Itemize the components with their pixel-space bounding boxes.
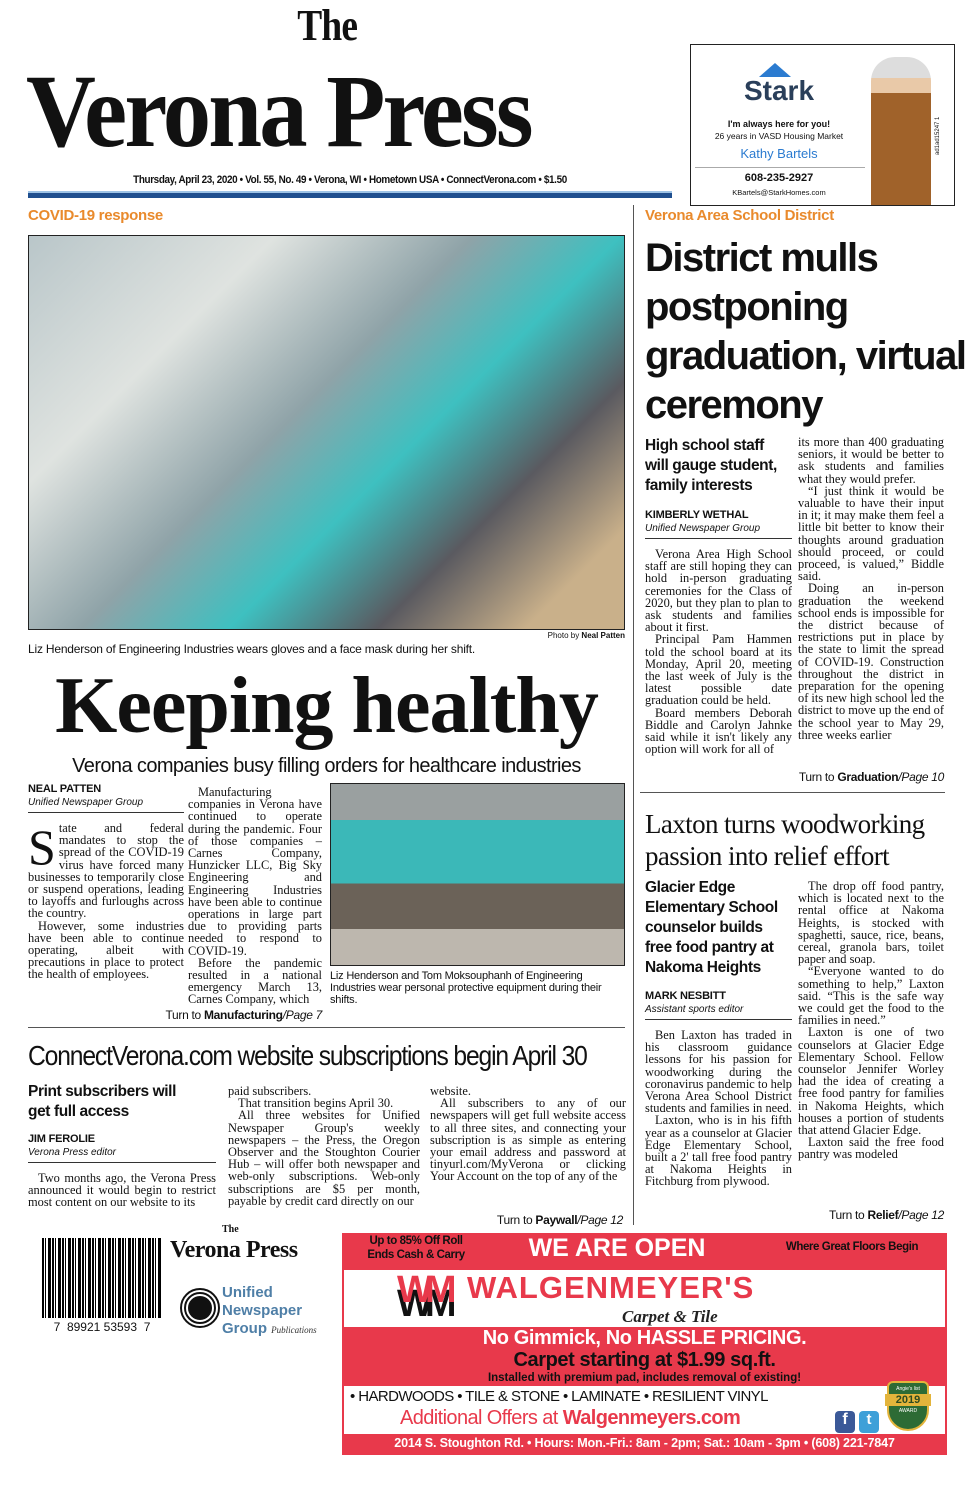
paragraph: Ben Laxton has traded in his classroom guidance lessons for his passion for woodworking during the coronavirus pandemic to help Verona Area School District students and families in need. [645,1028,792,1116]
drop-cap: S [28,819,56,875]
ad-line1: No Gimmick, No HASSLE PRICING. [482,1327,807,1349]
covid-col2 [188,786,322,1006]
byline-role: Assistant sports editor [645,1004,792,1020]
paragraph: Laxton, who is in his fifth year as a counselor at Glacier Edge Elementary School, built a 2' tall free food pantry at Nakoma Heights in Fitchburg from plywood. [645,1113,792,1189]
laxton-headline[interactable]: Laxton turns woodworking passion into relief effort [645,809,925,871]
paywall-col2 [228,1085,420,1207]
paragraph: Two months ago, the Verona Press announced it would begin to restrict most content on our website to its [28,1171,216,1210]
ad-left-promo: Up to 85% Off Roll Ends Cash & Carry [367,1235,465,1261]
ad-subline: 26 years in VASD Housing Market [714,131,844,141]
main-photo[interactable] [28,235,625,630]
paragraph: Laxton is one of two counselors at Glacier Edge Elementary School. Fellow counselor Jennifer Worley had the idea of creating a free food pantry for families in Nakoma Heights, which houses a portion of students that attend Glacier Edge. [798,1025,944,1138]
ad-right-promo: Where Great Floors Begin [785,1241,919,1253]
byline-name: MARK NESBITT [645,990,726,1002]
paragraph: “I just think it would be valuable to have their input in it; it may make them feel a little bit better to know their thoughts around graduation should proceed, or could proceed, is valued,” Biddle said. [798,483,944,584]
jump-link-manufacturing[interactable]: Turn to Manufacturing/Page 7 [165,1008,322,1022]
ad-address: 2014 S. Stoughton Rd. • Hours: Mon.-Fri.: 8am - 2pm; Sat.: 10am - 3pm • (608) 221-7847 [394,1436,895,1450]
walgenmeyers-ad[interactable] [342,1233,947,1455]
school-col2 [798,436,944,741]
facebook-icon[interactable]: f [835,1411,855,1433]
masthead-the: The [297,1,358,50]
second-photo-caption: Liz Henderson and Tom Moksouphanh of Engineering Industries wear personal protective equipment during their shifts. [330,970,602,1006]
paywall-deck: Print subscribers will get full access [28,1083,176,1120]
agent-photo [871,57,931,206]
ad-phone: 608-235-2927 [744,172,814,184]
award-badge: Angie's list 2019 AWARD [887,1381,929,1431]
paywall-col1 [28,1082,216,1209]
paragraph: All subscribers to any of our newspapers will get full website access to all three sites, and connecting your subscription is as simple as entering your email address and password at tinyurl.com/MyVerona or clicking Your Account on the top of any of the [430,1096,626,1184]
photo-credit [400,631,625,640]
ad-sub: Carpet & Tile [622,1307,718,1326]
second-photo[interactable] [330,783,625,966]
ung-logo-icon [182,1290,218,1326]
paragraph: All three websites for Unified Newspaper Group's weekly newspapers – the Press, the Oregon Observer and the Stoughton Courier Hub – will offer both newspaper and web-only subscriptions. Web-only subscriptions are $5 per month, payable by credit card directly on our [228,1108,420,1208]
paragraph: Manufacturing companies in Verona have continued to operate during the pandemic. Four of those companies – Carnes Company, Hunzicker LLC, Big Sky Engineering and Engineering Industries have been able to continue operations in large part due to providing parts needed to respond to COVID-19. [188,785,322,958]
byline-role: Unified Newspaper Group [28,797,184,813]
paragraph: Before the pandemic resulted in a national emergency March 13, Carnes Company, which [188,955,322,1007]
laxton-col2 [798,880,944,1161]
credit-name: Neal Patten [581,631,625,640]
divider [28,1027,625,1028]
barcode [42,1238,162,1318]
main-subhead: Verona companies busy filling orders for healthcare industries [72,755,581,777]
column-divider [633,205,634,1225]
credit-prefix: Photo by [547,631,582,640]
ad-line2: Carpet starting at $1.99 sq.ft. [513,1349,776,1371]
paragraph: website. [430,1084,471,1098]
school-col1 [645,436,792,755]
stark-ad[interactable] [690,44,955,206]
jump-link-graduation[interactable]: Turn to Graduation/Page 10 [798,770,944,784]
stark-logo: Stark [743,75,815,106]
jump-link-paywall[interactable]: Turn to Paywall/Page 12 [496,1213,623,1227]
wm-logo: WM [397,1269,449,1311]
twitter-icon[interactable]: t [859,1411,879,1433]
paragraph: That transition begins April 30. [238,1096,394,1111]
masthead-title: Verona Press [26,54,531,169]
section-kicker: COVID-19 response [28,207,163,224]
school-deck: High school staff will gauge student, family interests [645,437,777,494]
laxton-col1 [645,878,792,1188]
divider [640,792,945,793]
section-kicker: Verona Area School District [645,207,834,224]
paragraph: its more than 400 graduating seniors, it would be better to ask students and families what they would prefer. [798,435,944,486]
byline-role: Verona Press editor [28,1147,216,1163]
paragraph: The drop off food pantry, which is located next to the rental office at Nakoma Heights, is stocked with spaghetti, sauce, rice, beans, cereal, granola bars, toilet paper and soap. [798,879,944,967]
ung-logo: Unified Newspaper Group Publications [222,1284,317,1337]
paywall-col3 [430,1085,626,1183]
paragraph: Principal Pam Hammen told the school board at its Monday, April 20, meeting the last week of July is the latest possible date graduation could be held. [645,632,792,708]
ad-offers: Additional Offers at Walgenmeyers.com [400,1407,741,1429]
ad-tagline: I'm always here for you! [727,119,831,129]
ad-email: KBartels@StarkHomes.com [732,188,826,197]
paragraph: Laxton said the free food pantry was modeled [798,1135,944,1162]
school-headline[interactable]: District mulls postponing graduation, virtual ceremony [645,236,966,427]
byline-name: JIM FEROLIE [28,1133,95,1145]
ad-code: ad1ad15247 1 [935,116,941,155]
ad-products: • HARDWOODS • TILE & STONE • LAMINATE • RESILIENT VINYL [350,1388,768,1405]
covid-col1 [28,783,184,981]
barcode-number: 7 89921 53593 7 [32,1320,172,1334]
ad-agent: Kathy Bartels [740,146,818,161]
ad-line3: Installed with premium pad, includes removal of existing! [487,1372,802,1384]
paragraph: Doing an in-person graduation the weekend school ends is impossible for the district because of restrictions put in place by the state to limit the spread of COVID-19. Construction throughout the district in preparation for the opening of its new high school led the district to move up the end of the school year to May 29, three weeks earlier [798,581,944,742]
paragraph: Board members Deborah Biddle and Carolyn Jahnke said while it isn't likely any option will work for all of [645,705,792,757]
ad-brand: WALGENMEYER'S [467,1270,755,1305]
paragraph: tate and federal mandates to stop the spread of the COVID-19 virus have forced many businesses to temporarily close or suspend operations, leading to layoffs and furloughs across the country. [28,821,184,921]
footer-logo-the: The [222,1224,239,1235]
byline-name: KIMBERLY WETHAL [645,509,749,521]
photo-caption: Liz Henderson of Engineering Industries wears gloves and a face mask during her shift. [28,642,476,656]
main-headline[interactable]: Keeping healthy [55,662,598,750]
jump-link-relief[interactable]: Turn to Relief/Page 12 [828,1208,944,1222]
byline-name: NEAL PATTEN [28,783,101,795]
laxton-deck: Glacier Edge Elementary School counselor builds free food pantry at Nakoma Heights [645,879,778,976]
paragraph: However, some industries have been able to continue operating, albeit with precautions in place to protect the health of employees. [28,918,184,982]
footer-logo: Verona Press [170,1237,298,1263]
paragraph: paid subscribers. [228,1084,312,1098]
ad-open: WE ARE OPEN [528,1234,706,1262]
paywall-headline[interactable]: ConnectVerona.com website subscriptions begin April 30 [28,1040,587,1071]
byline-role: Unified Newspaper Group [645,523,792,539]
paragraph: Verona Area High School staff are still hoping they can hold in-person graduating ceremonies for the Class of 2020, but they plan to plan to ask students and families about it first. [645,547,792,635]
paragraph: “Everyone wanted to do something to help,” Laxton said. “This is the safe way we could get the food to the families in need.” [798,964,944,1028]
dateline: Thursday, April 23, 2020 • Vol. 55, No. 49 • Verona, WI • Hometown USA • ConnectVerona.com • $1.50 [133,174,567,186]
masthead-rule-blue [28,193,672,198]
